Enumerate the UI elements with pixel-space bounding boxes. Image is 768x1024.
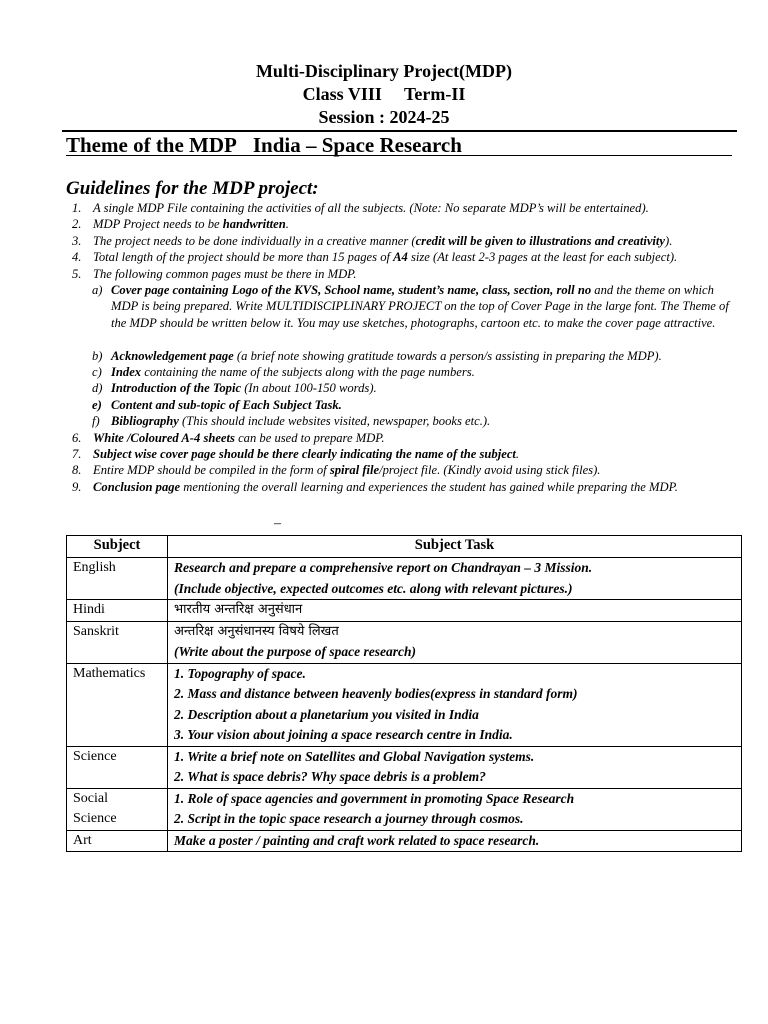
task-cell [168,788,742,830]
task-line: 2. Script in the topic space research a journey through cosmos. [174,811,524,826]
guideline-item: 7. Subject wise cover page should be there clearly indicating the name of the subject. [72,446,520,461]
guideline-text: and the theme on which MDP is being prepared. Write MULTIDISCIPLINARY PROJECT on the top of Cover Page in the large font. The Theme of the MDP should be written below it. You may use sketches, photographs, cartoon etc. to make the cover page attractive. [111,282,729,330]
theme-underline [66,155,732,156]
guideline-text: The following common pages must be there in MDP. [93,266,357,281]
task-line: 3. Your vision about joining a space research centre in India. [174,727,513,742]
task-cell [168,663,742,746]
subject-line: Social [73,790,108,806]
column-header-subject: Subject [67,536,168,558]
guideline-emphasis: Introduction of the Topic [111,381,242,396]
guideline-emphasis: Conclusion page [93,479,181,494]
guideline-text: (In about 100-150 words). [241,381,377,396]
subitem-c: c) Index containing the name of the subjects along with the page numbers. [92,364,475,379]
guideline-emphasis: Bibliography [111,414,179,429]
subject-cell [67,788,168,830]
table-row [67,830,742,852]
table-row [67,746,742,788]
subitem-e: e) Content and sub-topic of Each Subject Task. [0,397,768,413]
guideline-item: 2. MDP Project needs to be handwritten. [72,217,289,232]
guideline-text: (This should include websites visited, newspaper, books etc.). [178,414,491,429]
class-term: Class VIII Term-II [302,84,466,104]
subject-line: Science [73,811,117,826]
subject-cell: Sanskrit [67,621,168,663]
task-cell [168,746,742,788]
table-row [67,663,742,746]
guideline-text: Entire MDP should be compiled in the form of [93,463,330,478]
column-header-task: Subject Task [168,536,742,558]
guidelines-list [0,200,768,495]
task-line: (Include objective, expected outcomes etc. along with relevant pictures.) [174,580,573,596]
task-line: Research and prepare a comprehensive report on Chandrayan – 3 Mission. [174,560,593,575]
table-header-row [67,536,742,558]
task-line: भारतीय अन्तरिक्ष अनुसंधान [174,602,303,617]
task-line: 2. What is space debris? Why space debris is a problem? [174,769,486,784]
guideline-item: 6. White /Coloured A-4 sheets can be used to prepare MDP. [72,430,385,445]
subject-cell: Mathematics [67,663,168,746]
guideline-text: containing the name of the subjects along with the page numbers. [141,364,475,379]
guideline-item: 1. A single MDP File containing the activities of all the subjects. (Note: No separate MDP’s will be entertained). [0,200,768,216]
task-cell [168,621,742,663]
guideline-text: can be used to prepare MDP. [234,430,385,445]
subject-cell: Art [67,830,168,852]
task-cell [168,600,742,622]
task-line: Make a poster / painting and craft work related to space research. [174,832,540,848]
task-line: 1. Write a brief note on Satellites and Global Navigation systems. [174,748,535,764]
subject-cell: Science [67,746,168,788]
guideline-text: A single MDP File containing the activities of all the subjects. (Note: No separate MDP’s will be entertained). [93,201,649,215]
guideline-emphasis: A4 [393,250,408,265]
guideline-item: 5. The following common pages must be there in MDP. [0,266,768,282]
table-row [67,788,742,830]
guideline-emphasis: White /Coloured A-4 sheets [93,430,235,445]
task-line: (Write about the purpose of space research) [174,644,416,659]
guideline-text: . [515,446,520,461]
task-line: 2. Description about a planetarium you visited in India [174,706,479,722]
task-cell [168,830,742,852]
task-line: 1. Topography of space. [174,665,306,681]
theme-label: Theme of the MDP [66,133,237,157]
subitem-d: d) Introduction of the Topic (In about 100-150 words). [92,381,377,396]
guideline-item: 4. Total length of the project should be more than 15 pages of A4 size (At least 2-3 pages at the least for each subject). [72,250,678,265]
guideline-emphasis: spiral file [329,463,380,478]
task-line: अन्तरिक्ष अनुसंधानस्य विषये लिखत [174,623,339,639]
guideline-text: size (At least 2-3 pages at the least for each subject). [407,250,678,265]
guideline-emphasis: handwritten [222,217,286,232]
guideline-text: The project needs to be done individually in a creative manner ( [93,233,416,248]
table-row [67,558,742,600]
header-divider [62,130,737,132]
subitem-f: f) Bibliography (This should include websites visited, newspaper, books etc.). [92,414,491,429]
task-cell [168,558,742,600]
guideline-text: Total length of the project should be more than 15 pages of [93,250,394,265]
task-line: 1. Role of space agencies and government in promoting Space Research [174,790,575,806]
guidelines-title: Guidelines for the MDP project: [66,178,319,199]
subject-cell: English [67,558,168,600]
guideline-emphasis: credit will be given to illustrations and creativity [415,233,665,248]
guideline-item: 3. The project needs to be done individually in a creative manner (credit will be given to illustrations and creativity). [72,233,673,248]
guideline-text: (a brief note showing gratitude towards a person/s assisting in preparing the MDP). [233,348,662,363]
task-line: 2. Mass and distance between heavenly bodies(express in standard form) [174,686,578,701]
subitem-a: a) Cover page containing Logo of the KVS, School name, student’s name, class, section, roll no and the theme on which MDP is being prepared. Write MULTIDISCIPLINARY PROJECT on the top of Cover Page in the large font. The Theme of the MDP should be written below it. You may use sketches, photographs, cartoon etc. to make the cover page attractive. [92,282,729,330]
guideline-text: . [285,217,289,232]
doc-title: Multi-Disciplinary Project(MDP) [255,61,513,81]
guideline-emphasis: Content and sub-topic of Each Subject Task. [111,397,342,412]
guideline-text: ). [665,233,673,248]
guideline-text: mentioning the overall learning and experiences the student has gained while preparing the MDP. [180,479,678,494]
theme-value: India – Space Research [252,133,462,157]
table-row [67,621,742,663]
subitem-b: b) Acknowledgement page (a brief note showing gratitude towards a person/s assisting in preparing the MDP). [92,348,662,363]
guideline-emphasis: Cover page containing Logo of the KVS, School name, student’s name, class, section, roll no [111,282,592,297]
guideline-item: 8. Entire MDP should be compiled in the form of spiral file/project file. (Kindly avoid using stick files). [72,463,601,478]
guideline-emphasis: Acknowledgement page [111,348,234,363]
stray-dash: – [274,516,281,531]
guideline-emphasis: Index [111,364,142,379]
subject-task-table [66,535,742,852]
guideline-item: 9. Conclusion page mentioning the overall learning and experiences the student has gained while preparing the MDP. [72,479,678,494]
guideline-text: /project file. (Kindly avoid using stick files). [379,463,601,478]
table-row [67,600,742,622]
subject-cell: Hindi [67,600,168,622]
guideline-text: MDP Project needs to be [93,217,223,232]
guideline-emphasis: Subject wise cover page should be there clearly indicating the name of the subject [93,446,516,461]
session: Session : 2024-25 [318,107,450,127]
